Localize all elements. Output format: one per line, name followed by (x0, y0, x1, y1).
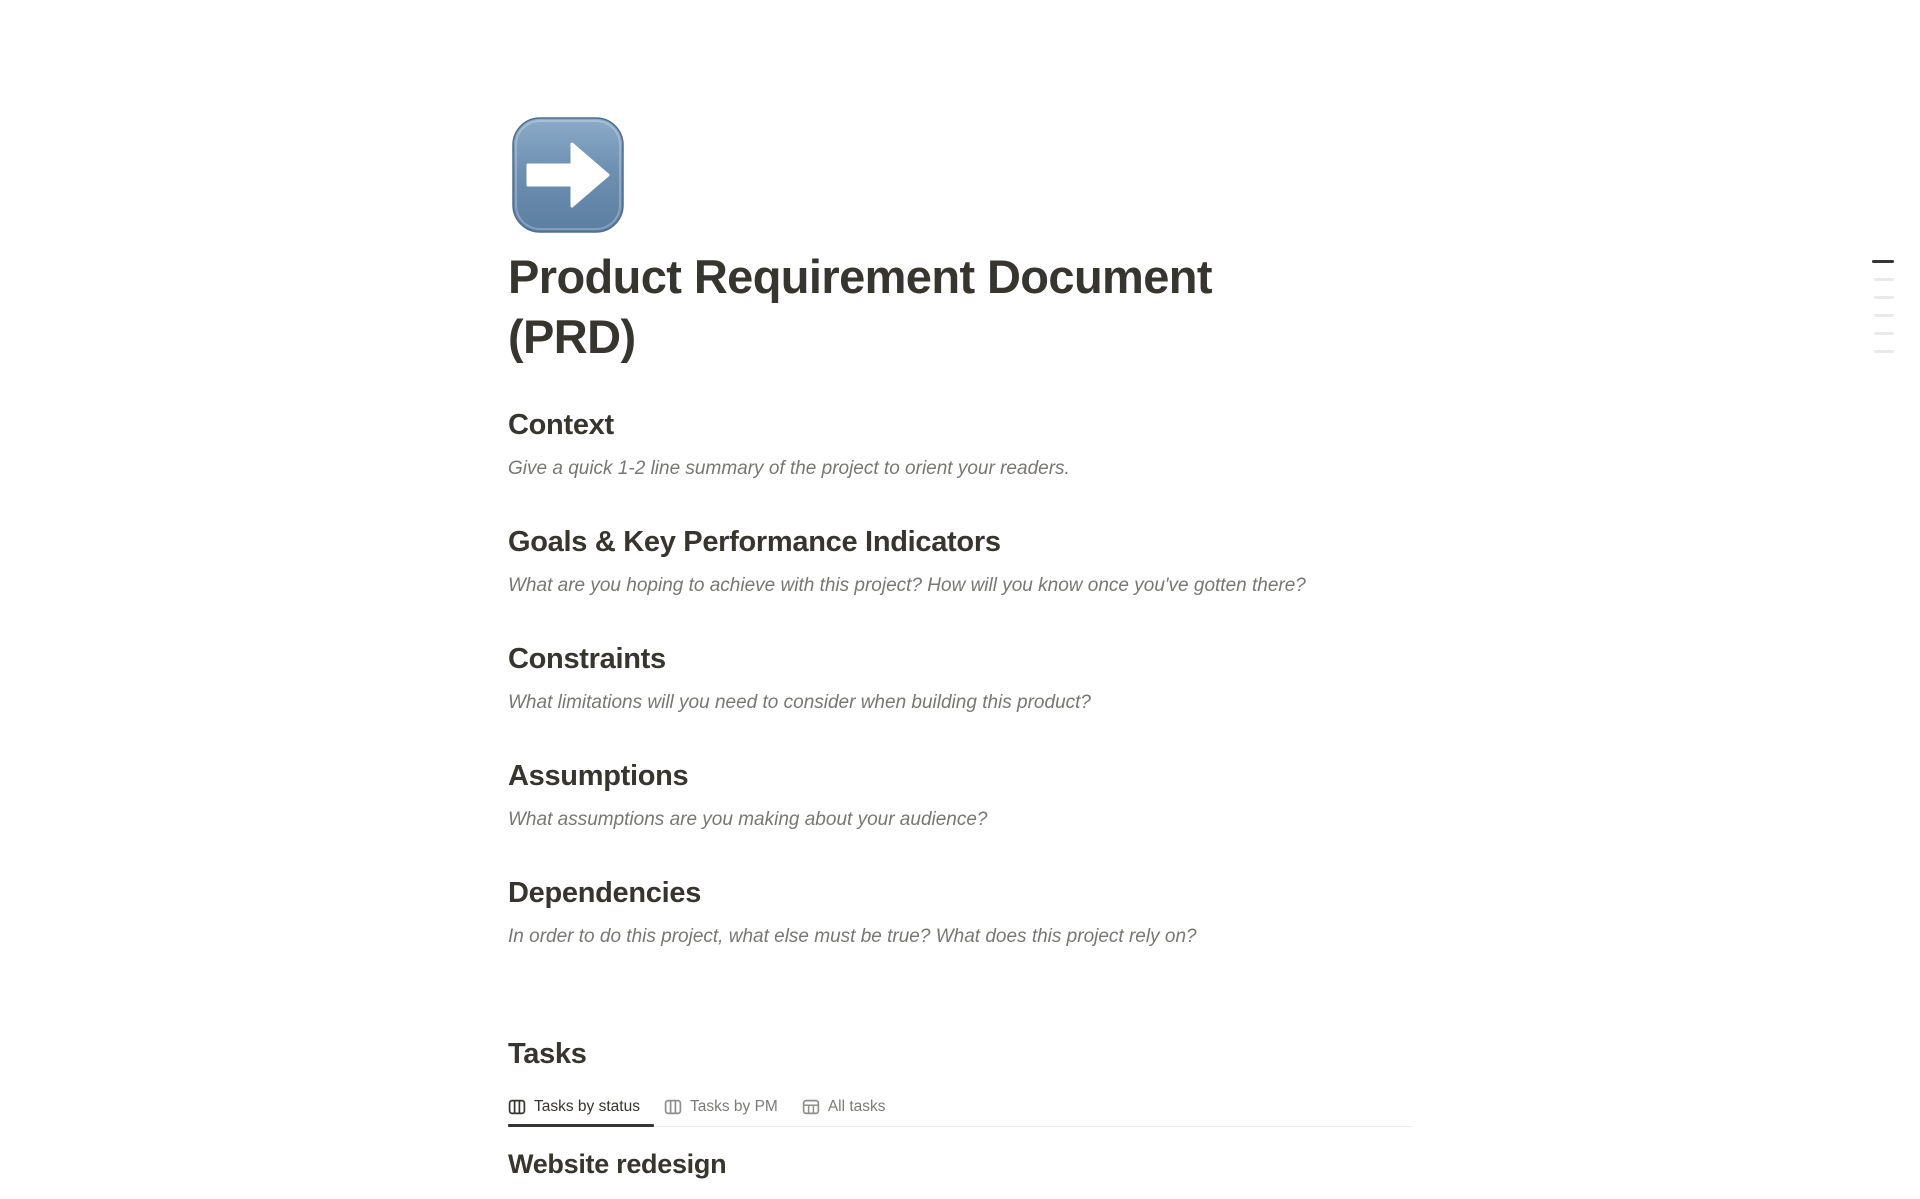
tab-all-tasks[interactable] (802, 1089, 900, 1126)
tab-label-tasks-by-status: Tasks by status (534, 1098, 640, 1116)
placeholder-goals-kpi[interactable]: What are you hoping to achieve with this project? How will you know once you've gotten there? (508, 575, 1306, 597)
section-heading-context[interactable]: Context (508, 409, 614, 442)
placeholder-constraints[interactable]: What limitations will you need to consider when building this product? (508, 692, 1091, 714)
section-heading-assumptions[interactable]: Assumptions (508, 760, 689, 793)
prd-page (508, 0, 1412, 1180)
outline-line[interactable] (1874, 332, 1894, 335)
section-heading-tasks[interactable]: Tasks (508, 1038, 587, 1071)
section-heading-dependencies[interactable]: Dependencies (508, 877, 702, 910)
tab-label-all-tasks: All tasks (827, 1098, 886, 1116)
database-view-tabs (508, 1089, 1412, 1127)
outline-line[interactable] (1874, 314, 1894, 317)
section-heading-goals-kpi[interactable]: Goals & Key Performance Indicators (508, 526, 1001, 559)
outline-line[interactable] (1874, 350, 1894, 353)
tab-tasks-by-pm[interactable] (664, 1089, 792, 1126)
arrow-right-emoji-icon (508, 115, 628, 235)
section-heading-constraints[interactable]: Constraints (508, 643, 666, 676)
tab-label-tasks-by-pm: Tasks by PM (689, 1098, 778, 1116)
outline-line[interactable] (1874, 296, 1894, 299)
placeholder-context[interactable]: Give a quick 1-2 line summary of the project to orient your readers. (508, 458, 1070, 480)
outline-indicator[interactable] (1872, 260, 1894, 353)
board-view-icon (664, 1098, 682, 1116)
board-view-icon (508, 1098, 526, 1116)
placeholder-assumptions[interactable]: What assumptions are you making about your audience? (508, 809, 988, 831)
page-icon-arrow-right-emoji[interactable] (508, 115, 628, 235)
outline-line-active[interactable] (1872, 260, 1894, 263)
outline-line[interactable] (1874, 278, 1894, 281)
placeholder-dependencies[interactable]: In order to do this project, what else must be true? What does this project rely on? (508, 926, 1197, 948)
tab-tasks-by-status[interactable] (508, 1089, 654, 1126)
page-title[interactable]: Product Requirement Document (PRD) (508, 250, 1212, 363)
database-title[interactable]: Website redesign (508, 1149, 727, 1180)
table-view-icon (802, 1098, 820, 1116)
